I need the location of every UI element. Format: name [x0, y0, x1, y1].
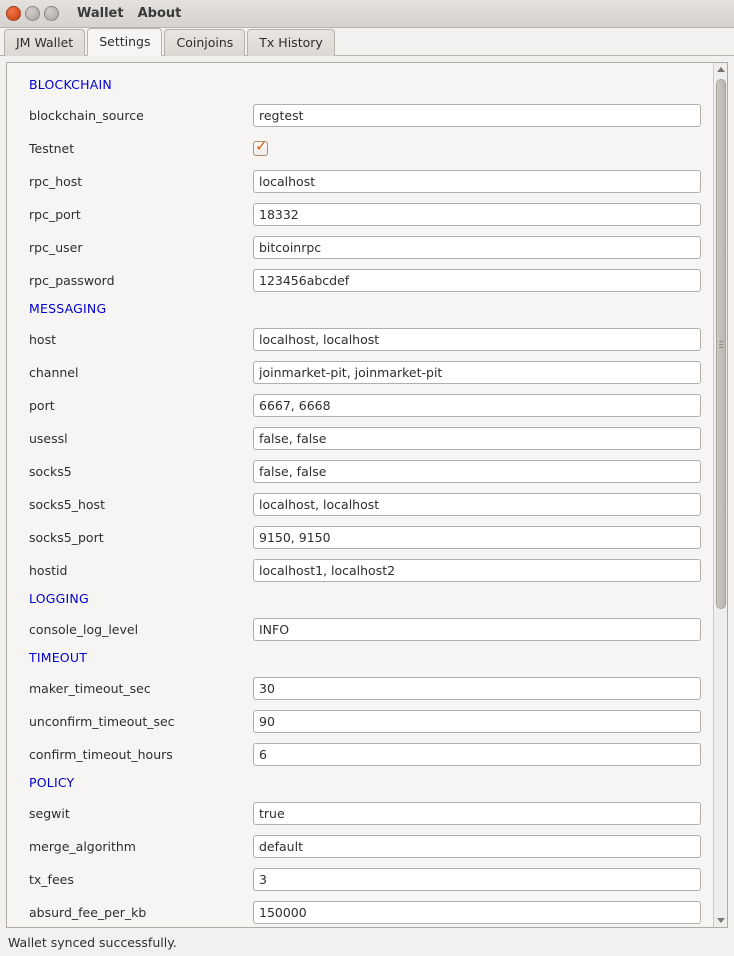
- menu-bar: [77, 6, 181, 21]
- minimize-button[interactable]: [25, 6, 40, 21]
- settings-row: [29, 672, 701, 705]
- checkmark-icon: ✓: [255, 137, 268, 155]
- input-port[interactable]: [253, 394, 701, 417]
- scrollbar-grip-icon: [719, 344, 723, 345]
- settings-row-label: confirm_timeout_hours: [29, 747, 173, 762]
- status-bar: [0, 928, 734, 956]
- input-confirm_timeout_hours[interactable]: [253, 743, 701, 766]
- settings-row: [29, 198, 701, 231]
- tab-bar: [0, 28, 734, 56]
- settings-row-label: hostid: [29, 563, 68, 578]
- input-host[interactable]: [253, 328, 701, 351]
- settings-row-label: rpc_port: [29, 207, 81, 222]
- settings-row: [29, 705, 701, 738]
- settings-row-field: [253, 137, 701, 156]
- section-header-blockchain: BLOCKCHAIN: [29, 77, 112, 92]
- settings-row: [29, 863, 701, 896]
- input-rpc_host[interactable]: [253, 170, 701, 193]
- settings-row-field: [253, 677, 701, 700]
- settings-row-field: [253, 394, 701, 417]
- input-console_log_level[interactable]: [253, 618, 701, 641]
- settings-row-label: rpc_password: [29, 273, 115, 288]
- title-bar: [0, 0, 734, 28]
- menu-item-about[interactable]: About: [137, 6, 182, 21]
- input-channel[interactable]: [253, 361, 701, 384]
- window-controls: [6, 6, 59, 21]
- settings-row: [29, 613, 701, 646]
- section-header-logging: LOGGING: [29, 591, 89, 606]
- settings-row-label: Testnet: [29, 141, 75, 156]
- settings-row-label: blockchain_source: [29, 108, 144, 123]
- settings-row: [29, 99, 701, 132]
- settings-row-field: [253, 743, 701, 766]
- settings-row-field: [253, 236, 701, 259]
- input-hostid[interactable]: [253, 559, 701, 582]
- settings-row: [29, 488, 701, 521]
- settings-row: [29, 389, 701, 422]
- input-unconfirm_timeout_sec[interactable]: [253, 710, 701, 733]
- settings-row-field: [253, 328, 701, 351]
- settings-row-field: [253, 559, 701, 582]
- settings-row-label: segwit: [29, 806, 70, 821]
- input-rpc_password[interactable]: [253, 269, 701, 292]
- settings-row: [29, 554, 701, 587]
- settings-row-field: [253, 710, 701, 733]
- settings-row-label: socks5: [29, 464, 72, 479]
- checkbox-testnet[interactable]: [253, 137, 268, 156]
- settings-row-label: unconfirm_timeout_sec: [29, 714, 175, 729]
- settings-row: [29, 165, 701, 198]
- settings-row-label: maker_timeout_sec: [29, 681, 151, 696]
- settings-row-label: port: [29, 398, 55, 413]
- settings-row-field: [253, 361, 701, 384]
- settings-row-field: [253, 526, 701, 549]
- settings-row-field: [253, 269, 701, 292]
- settings-row: [29, 264, 701, 297]
- settings-row-field: [253, 493, 701, 516]
- input-usessl[interactable]: [253, 427, 701, 450]
- input-tx_fees[interactable]: [253, 868, 701, 891]
- tab-settings[interactable]: Settings: [87, 28, 162, 56]
- tab-tx-history[interactable]: Tx History: [247, 29, 334, 56]
- settings-row-label: merge_algorithm: [29, 839, 136, 854]
- menu-item-wallet[interactable]: Wallet: [77, 6, 124, 21]
- settings-panel: [6, 62, 728, 928]
- status-message: Wallet synced successfully.: [8, 934, 177, 950]
- scroll-down-arrow-icon[interactable]: [714, 914, 728, 927]
- settings-row-field: [253, 460, 701, 483]
- scrollbar-thumb[interactable]: [716, 79, 726, 609]
- settings-row: [29, 797, 701, 830]
- settings-row-label: channel: [29, 365, 79, 380]
- settings-row: [29, 356, 701, 389]
- settings-row-field: [253, 868, 701, 891]
- input-rpc_port[interactable]: [253, 203, 701, 226]
- section-header-messaging: MESSAGING: [29, 301, 107, 316]
- settings-row: [29, 132, 701, 165]
- settings-scroll-area: [7, 63, 713, 927]
- settings-row-field: [253, 427, 701, 450]
- settings-row-field: [253, 618, 701, 641]
- settings-row-label: rpc_host: [29, 174, 83, 189]
- settings-row-label: console_log_level: [29, 622, 139, 637]
- settings-row: [29, 830, 701, 863]
- input-socks5_host[interactable]: [253, 493, 701, 516]
- tab-jm-wallet[interactable]: JM Wallet: [4, 29, 85, 56]
- settings-row: [29, 422, 701, 455]
- settings-row-label: rpc_user: [29, 240, 83, 255]
- settings-list: [7, 73, 713, 927]
- settings-row-field: [253, 170, 701, 193]
- settings-row-label: host: [29, 332, 56, 347]
- settings-row-field: [253, 802, 701, 825]
- settings-row: [29, 896, 701, 927]
- input-maker_timeout_sec[interactable]: [253, 677, 701, 700]
- settings-row: [29, 738, 701, 771]
- settings-row-label: absurd_fee_per_kb: [29, 905, 147, 920]
- tab-coinjoins[interactable]: Coinjoins: [164, 29, 245, 56]
- input-blockchain_source[interactable]: [253, 104, 701, 127]
- settings-row: [29, 455, 701, 488]
- settings-row-field: [253, 835, 701, 858]
- settings-row-field: [253, 104, 701, 127]
- maximize-button[interactable]: [44, 6, 59, 21]
- settings-row-label: socks5_host: [29, 497, 105, 512]
- settings-row-label: socks5_port: [29, 530, 104, 545]
- settings-row-label: usessl: [29, 431, 68, 446]
- settings-row-field: [253, 901, 701, 924]
- input-socks5_port[interactable]: [253, 526, 701, 549]
- section-header-policy: POLICY: [29, 775, 75, 790]
- settings-row-label: tx_fees: [29, 872, 74, 887]
- input-rpc_user[interactable]: [253, 236, 701, 259]
- vertical-scrollbar[interactable]: [713, 63, 727, 927]
- input-socks5[interactable]: [253, 460, 701, 483]
- section-header-timeout: TIMEOUT: [29, 650, 88, 665]
- settings-row: [29, 521, 701, 554]
- close-button[interactable]: [6, 6, 21, 21]
- scroll-up-arrow-icon[interactable]: [714, 63, 728, 76]
- settings-row: [29, 323, 701, 356]
- input-segwit[interactable]: [253, 802, 701, 825]
- input-absurd_fee_per_kb[interactable]: [253, 901, 701, 924]
- settings-row-field: [253, 203, 701, 226]
- input-merge_algorithm[interactable]: [253, 835, 701, 858]
- settings-row: [29, 231, 701, 264]
